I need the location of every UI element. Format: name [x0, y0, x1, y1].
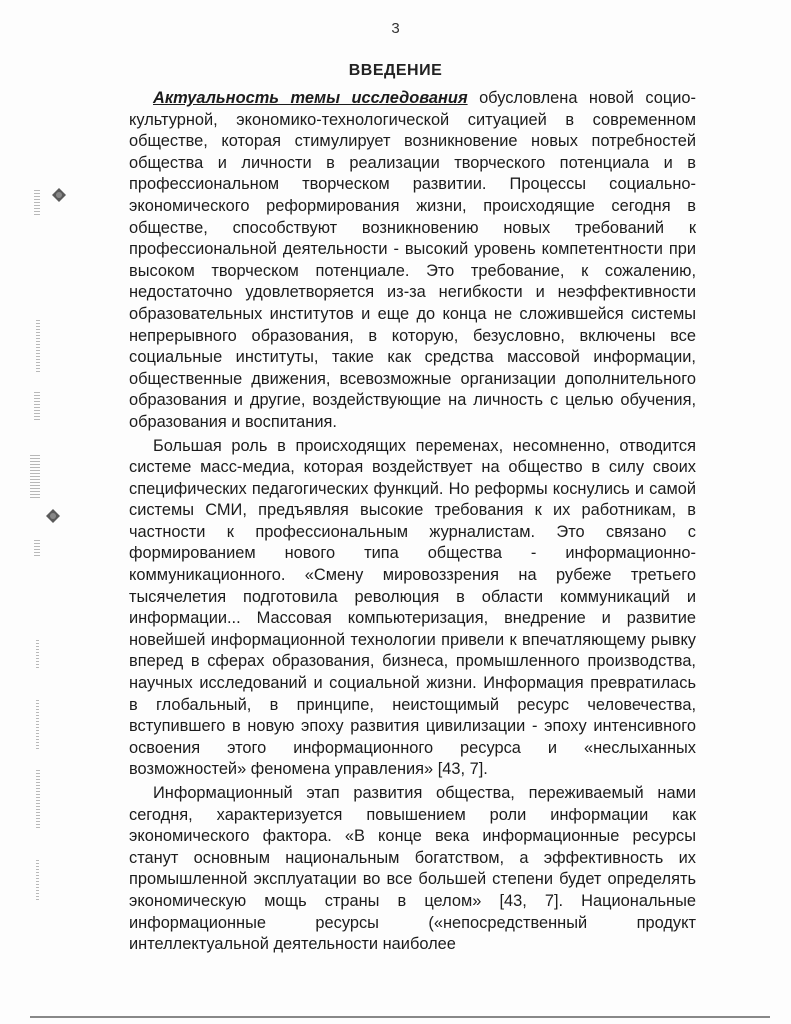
scan-noise [34, 392, 40, 422]
topic-relevance-emphasis: Актуальность темы исследования [153, 89, 468, 107]
paragraph-3: Информационный этап развития общества, переживаемый нами сегодня, характеризуется повышением роли информации как экономического фактора. «В конце века информационные ресурсы станут основным национальным богатством, а эффективность их промышленной эксплуатации во все большей степени будет определять экономическую мощь страны в целом» [43, 7]. Национальные информационные ресурсы («непосредственный продукт интеллектуальной деятельности наиболее [129, 784, 696, 954]
scan-noise [34, 190, 40, 216]
scan-noise [36, 640, 39, 670]
scan-noise [36, 320, 40, 372]
scan-noise [34, 540, 40, 558]
paragraph-2: Большая роль в происходящих переменах, несомненно, отводится системе масс-медиа, которая воздействует на общество в силу своих специфических педагогических функций. Но реформы коснулись и самой системы СМИ, предъявляя высокие требования к их работникам, в частности к профессиональным журналистам. Это связано с формированием нового типа общества - информационно-коммуникационного. «Смену мировоззрения на рубеже третьего тысячелетия подготовила революция в области коммуникаций и информации... Массовая компьютеризация, внедрение и развитие новейшей информационной технологии привели к впечатляющему рывку вперед в сферах образования, бизнеса, промышленного производства, научных исследований и социальной жизни. Информация превратилась в глобальный, в принципе, неистощимый ресурс человечества, вступившего в новую эпоху развития цивилизации - эпоху интенсивного освоения этого информационного ресурса и «неслыханных возможностей» феномена управления» [43, 7]. [129, 436, 696, 779]
paragraph-1-text: обусловлена новой социо-культурной, экономико-технологической ситуацией в современном обществе, которая стимулирует возникновение новых потребностей общества и личности в реализации творческого потенциала и в профессиональном творческом развитии. Процессы социально-экономического реформирования жизни, происходящие сегодня в обществе, способствуют возникновению новых требований к профессиональной деятельности - высокий уровень компетентности при высоком творческом потенциале. Это требование, к сожалению, недостаточно удовлетворяется из-за негибкости и неэффективности образовательных институтов и еще до конца не сложившейся системы непрерывного образования, в которую, безусловно, включены все социальные институты, такие как средства массовой информации, общественные движения, всевозможные организации дополнительного образования и другие, воздействующие на личность с целью обучения, образования и воспитания. [129, 89, 696, 431]
scan-noise [36, 770, 40, 830]
section-heading: ВВЕДЕНИЕ [348, 62, 443, 79]
scan-bottom-edge [30, 1016, 770, 1018]
paragraph-1 [129, 88, 696, 434]
scan-noise [36, 860, 39, 900]
binder-hole-mark-icon [44, 508, 62, 524]
scan-noise [36, 700, 39, 750]
binder-hole-mark-icon [50, 187, 68, 203]
scan-noise [30, 455, 40, 500]
body-text [129, 88, 696, 958]
page-number: 3 [391, 20, 400, 37]
